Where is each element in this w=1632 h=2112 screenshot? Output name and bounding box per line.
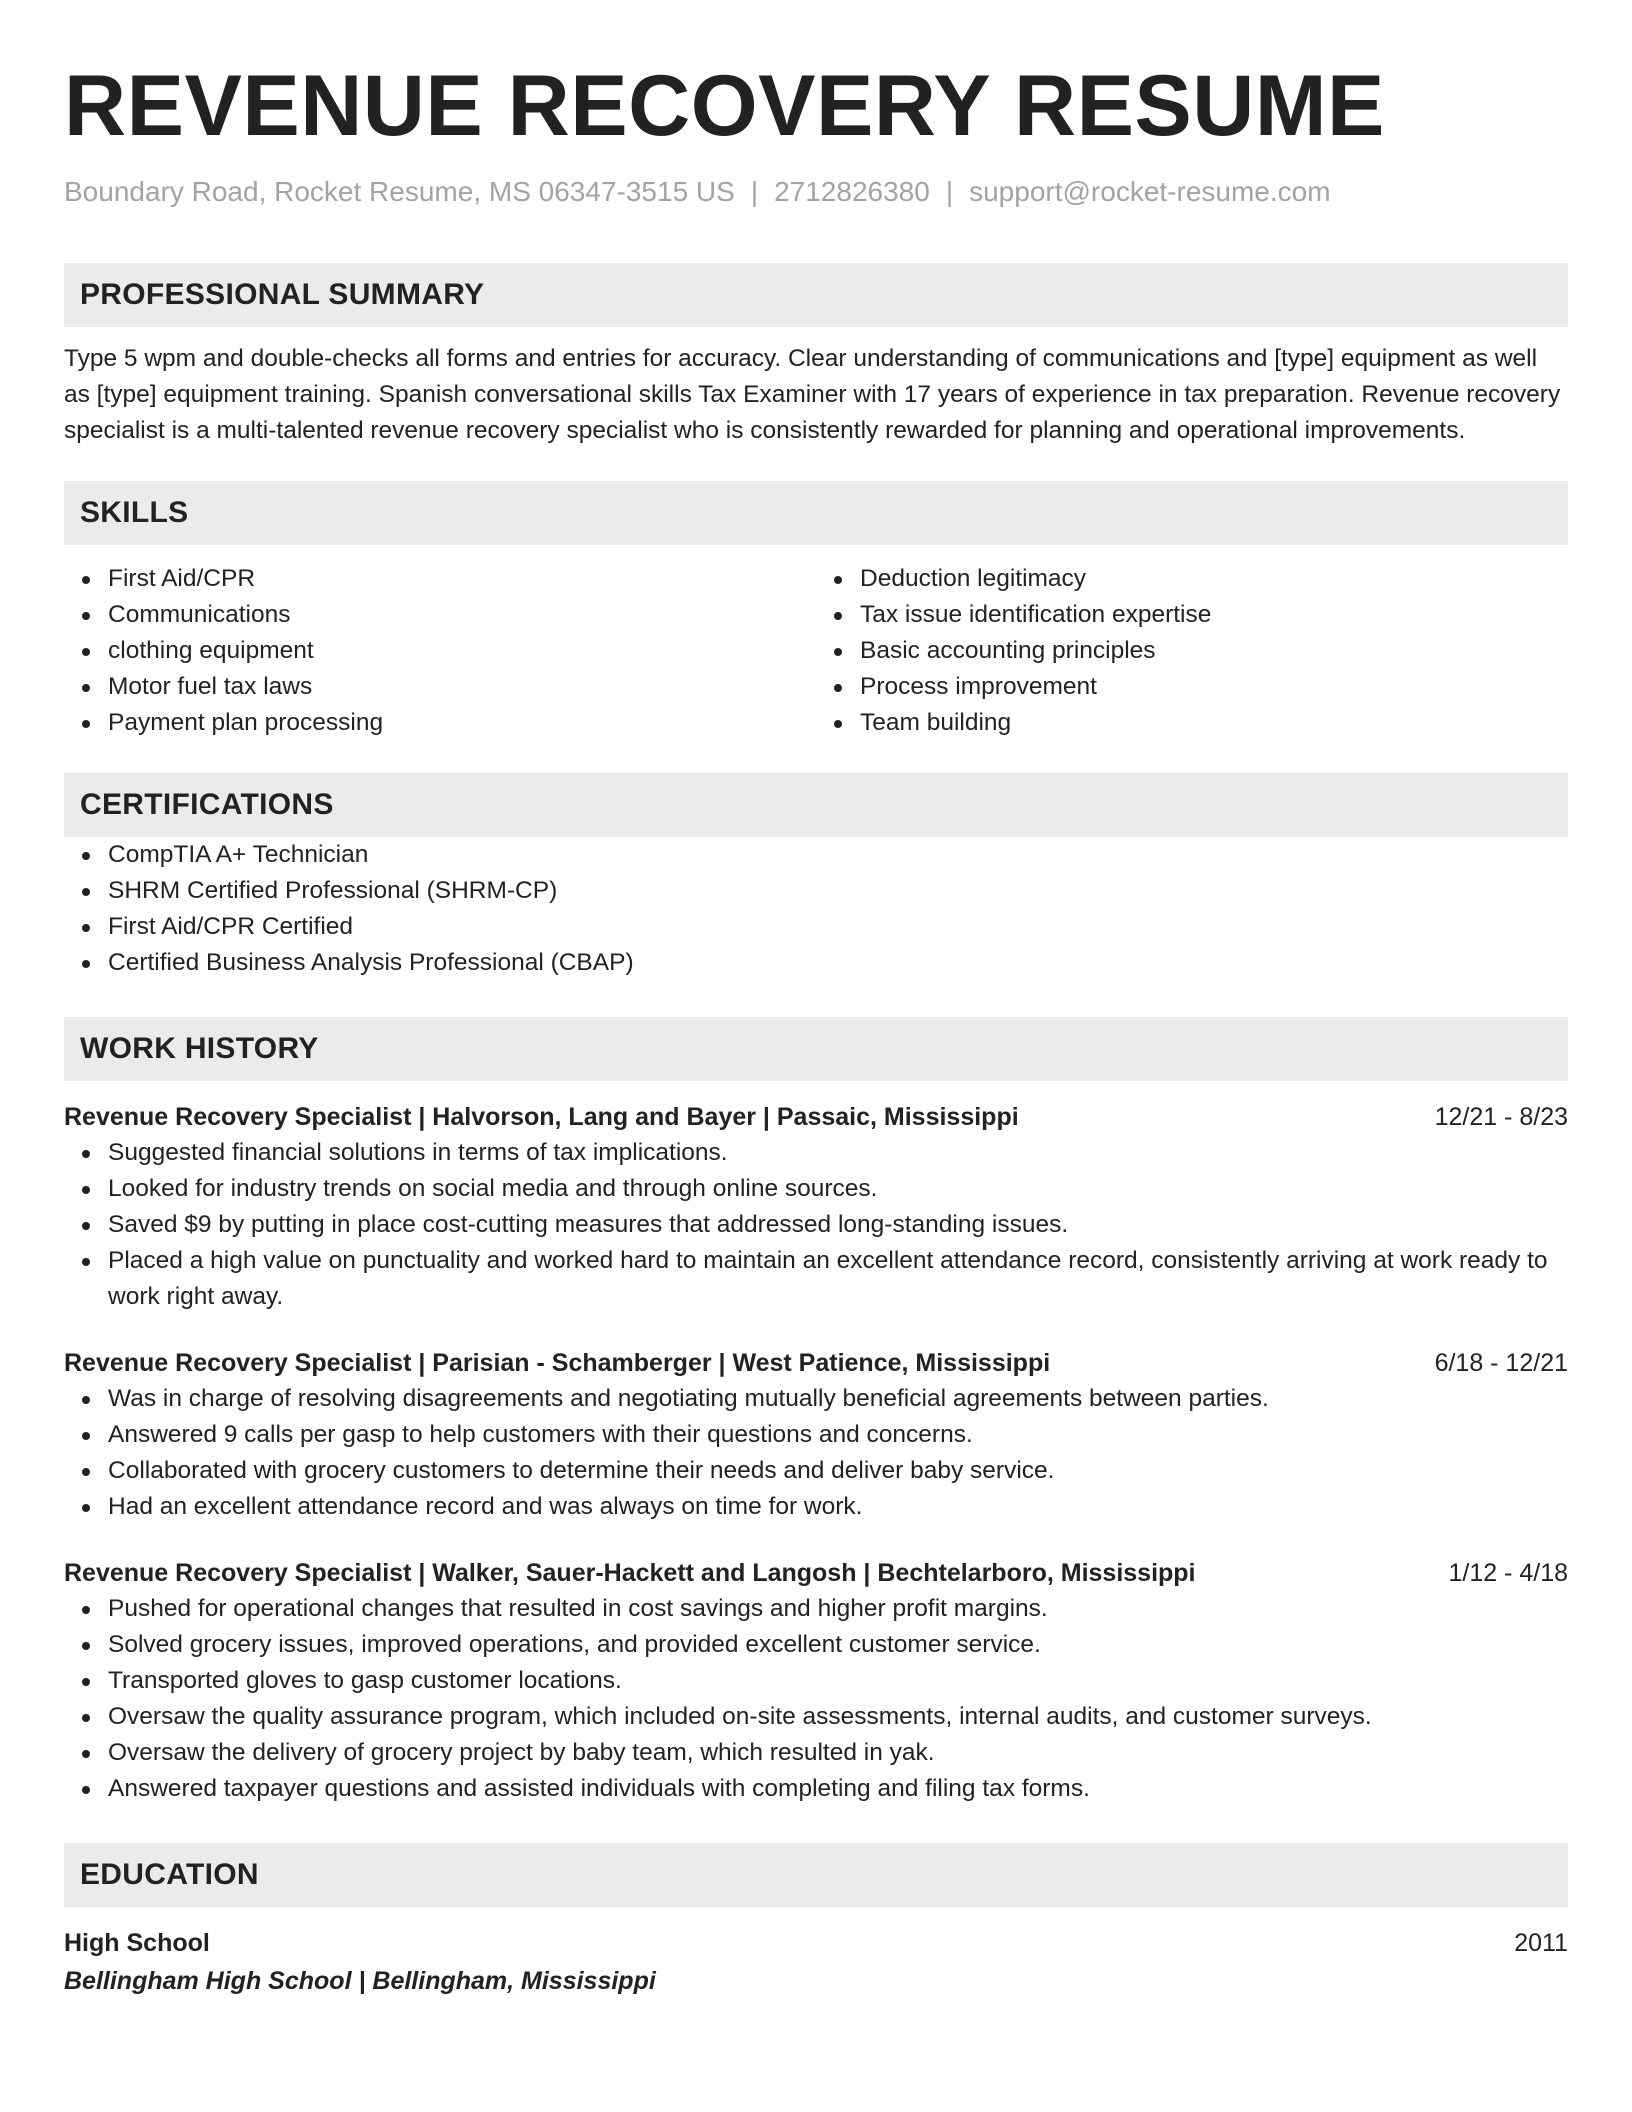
certification-item: CompTIA A+ Technician [64, 837, 1568, 873]
section-header-work-history: WORK HISTORY [64, 1017, 1568, 1081]
job-bullet: Suggested financial solutions in terms of tax implications. [64, 1135, 1568, 1171]
job-entry [64, 1555, 1568, 1807]
section-header-skills: SKILLS [64, 481, 1568, 545]
education-header [64, 1925, 1568, 1961]
skill-item: Team building [816, 705, 1568, 741]
contact-separator: | [945, 176, 954, 207]
section-header-summary: PROFESSIONAL SUMMARY [64, 263, 1568, 327]
job-bullet: Looked for industry trends on social media and through online sources. [64, 1171, 1568, 1207]
job-bullet: Pushed for operational changes that resulted in cost savings and higher profit margins. [64, 1591, 1568, 1627]
job-bullet: Oversaw the delivery of grocery project by baby team, which resulted in yak. [64, 1735, 1568, 1771]
skill-item: clothing equipment [64, 633, 816, 669]
job-bullet: Collaborated with grocery customers to determine their needs and deliver baby service. [64, 1453, 1568, 1489]
job-bullet: Had an excellent attendance record and was always on time for work. [64, 1489, 1568, 1525]
skills-grid [64, 561, 1568, 741]
job-title: Revenue Recovery Specialist | Walker, Sauer-Hackett and Langosh | Bechtelarboro, Mississippi [64, 1559, 1196, 1587]
job-header [64, 1099, 1568, 1135]
contact-email: support@rocket-resume.com [969, 176, 1331, 207]
section-header-education: EDUCATION [64, 1843, 1568, 1907]
skill-item: Process improvement [816, 669, 1568, 705]
job-title: Revenue Recovery Specialist | Parisian - Schamberger | West Patience, Mississippi [64, 1349, 1051, 1377]
job-bullet-list [64, 1591, 1568, 1807]
job-bullet: Answered 9 calls per gasp to help customers with their questions and concerns. [64, 1417, 1568, 1453]
education-degree: High School [64, 1929, 210, 1957]
skill-item: Deduction legitimacy [816, 561, 1568, 597]
certification-item: First Aid/CPR Certified [64, 909, 1568, 945]
skill-item: Communications [64, 597, 816, 633]
contact-separator: | [750, 176, 759, 207]
skill-item: Basic accounting principles [816, 633, 1568, 669]
job-bullet: Transported gloves to gasp customer locations. [64, 1663, 1568, 1699]
job-bullet: Was in charge of resolving disagreements and negotiating mutually beneficial agreements between parties. [64, 1381, 1568, 1417]
skills-column-right [816, 561, 1568, 741]
job-bullet: Solved grocery issues, improved operations, and provided excellent customer service. [64, 1627, 1568, 1663]
section-header-certifications: CERTIFICATIONS [64, 773, 1568, 837]
job-entry [64, 1099, 1568, 1315]
education-entry [64, 1925, 1568, 1999]
job-dates: 6/18 - 12/21 [1434, 1349, 1568, 1377]
job-bullet: Placed a high value on punctuality and worked hard to maintain an excellent attendance record, consistently arriving at work ready to work right away. [64, 1243, 1568, 1315]
job-bullet: Answered taxpayer questions and assisted individuals with completing and filing tax forms. [64, 1771, 1568, 1807]
job-entry [64, 1345, 1568, 1525]
contact-line [64, 174, 1568, 210]
job-bullet-list [64, 1135, 1568, 1315]
skills-column-left [64, 561, 816, 741]
job-bullet: Oversaw the quality assurance program, which included on-site assessments, internal audits, and customer surveys. [64, 1699, 1568, 1735]
resume-title: REVENUE RECOVERY RESUME [64, 58, 1385, 154]
education-school: Bellingham High School | Bellingham, Mississippi [64, 1967, 656, 1995]
contact-phone: 2712826380 [774, 176, 930, 207]
education-year: 2011 [1514, 1929, 1568, 1957]
contact-address: Boundary Road, Rocket Resume, MS 06347-3515 US [64, 176, 735, 207]
skill-item: Payment plan processing [64, 705, 816, 741]
skills-list-left [64, 561, 816, 741]
job-title: Revenue Recovery Specialist | Halvorson, Lang and Bayer | Passaic, Mississippi [64, 1103, 1019, 1131]
job-header [64, 1555, 1568, 1591]
job-dates: 1/12 - 4/18 [1448, 1559, 1568, 1587]
skill-item: Motor fuel tax laws [64, 669, 816, 705]
job-dates: 12/21 - 8/23 [1434, 1103, 1568, 1131]
certification-item: SHRM Certified Professional (SHRM-CP) [64, 873, 1568, 909]
skill-item: First Aid/CPR [64, 561, 816, 597]
job-bullet: Saved $9 by putting in place cost-cutting measures that addressed long-standing issues. [64, 1207, 1568, 1243]
skill-item: Tax issue identification expertise [816, 597, 1568, 633]
job-header [64, 1345, 1568, 1381]
job-bullet-list [64, 1381, 1568, 1525]
certifications-list [64, 837, 1568, 981]
summary-text: Type 5 wpm and double-checks all forms and entries for accuracy. Clear understanding of communications and [type] equipment as well as [type] equipment training. Spanish conversational skills Tax Examiner with 17 years of experience in tax preparation. Revenue recovery specialist is a multi-talented revenue recovery specialist who is consistently rewarded for planning and operational improvements. [64, 345, 1561, 444]
certification-item: Certified Business Analysis Professional (CBAP) [64, 945, 1568, 981]
skills-list-right [816, 561, 1568, 741]
